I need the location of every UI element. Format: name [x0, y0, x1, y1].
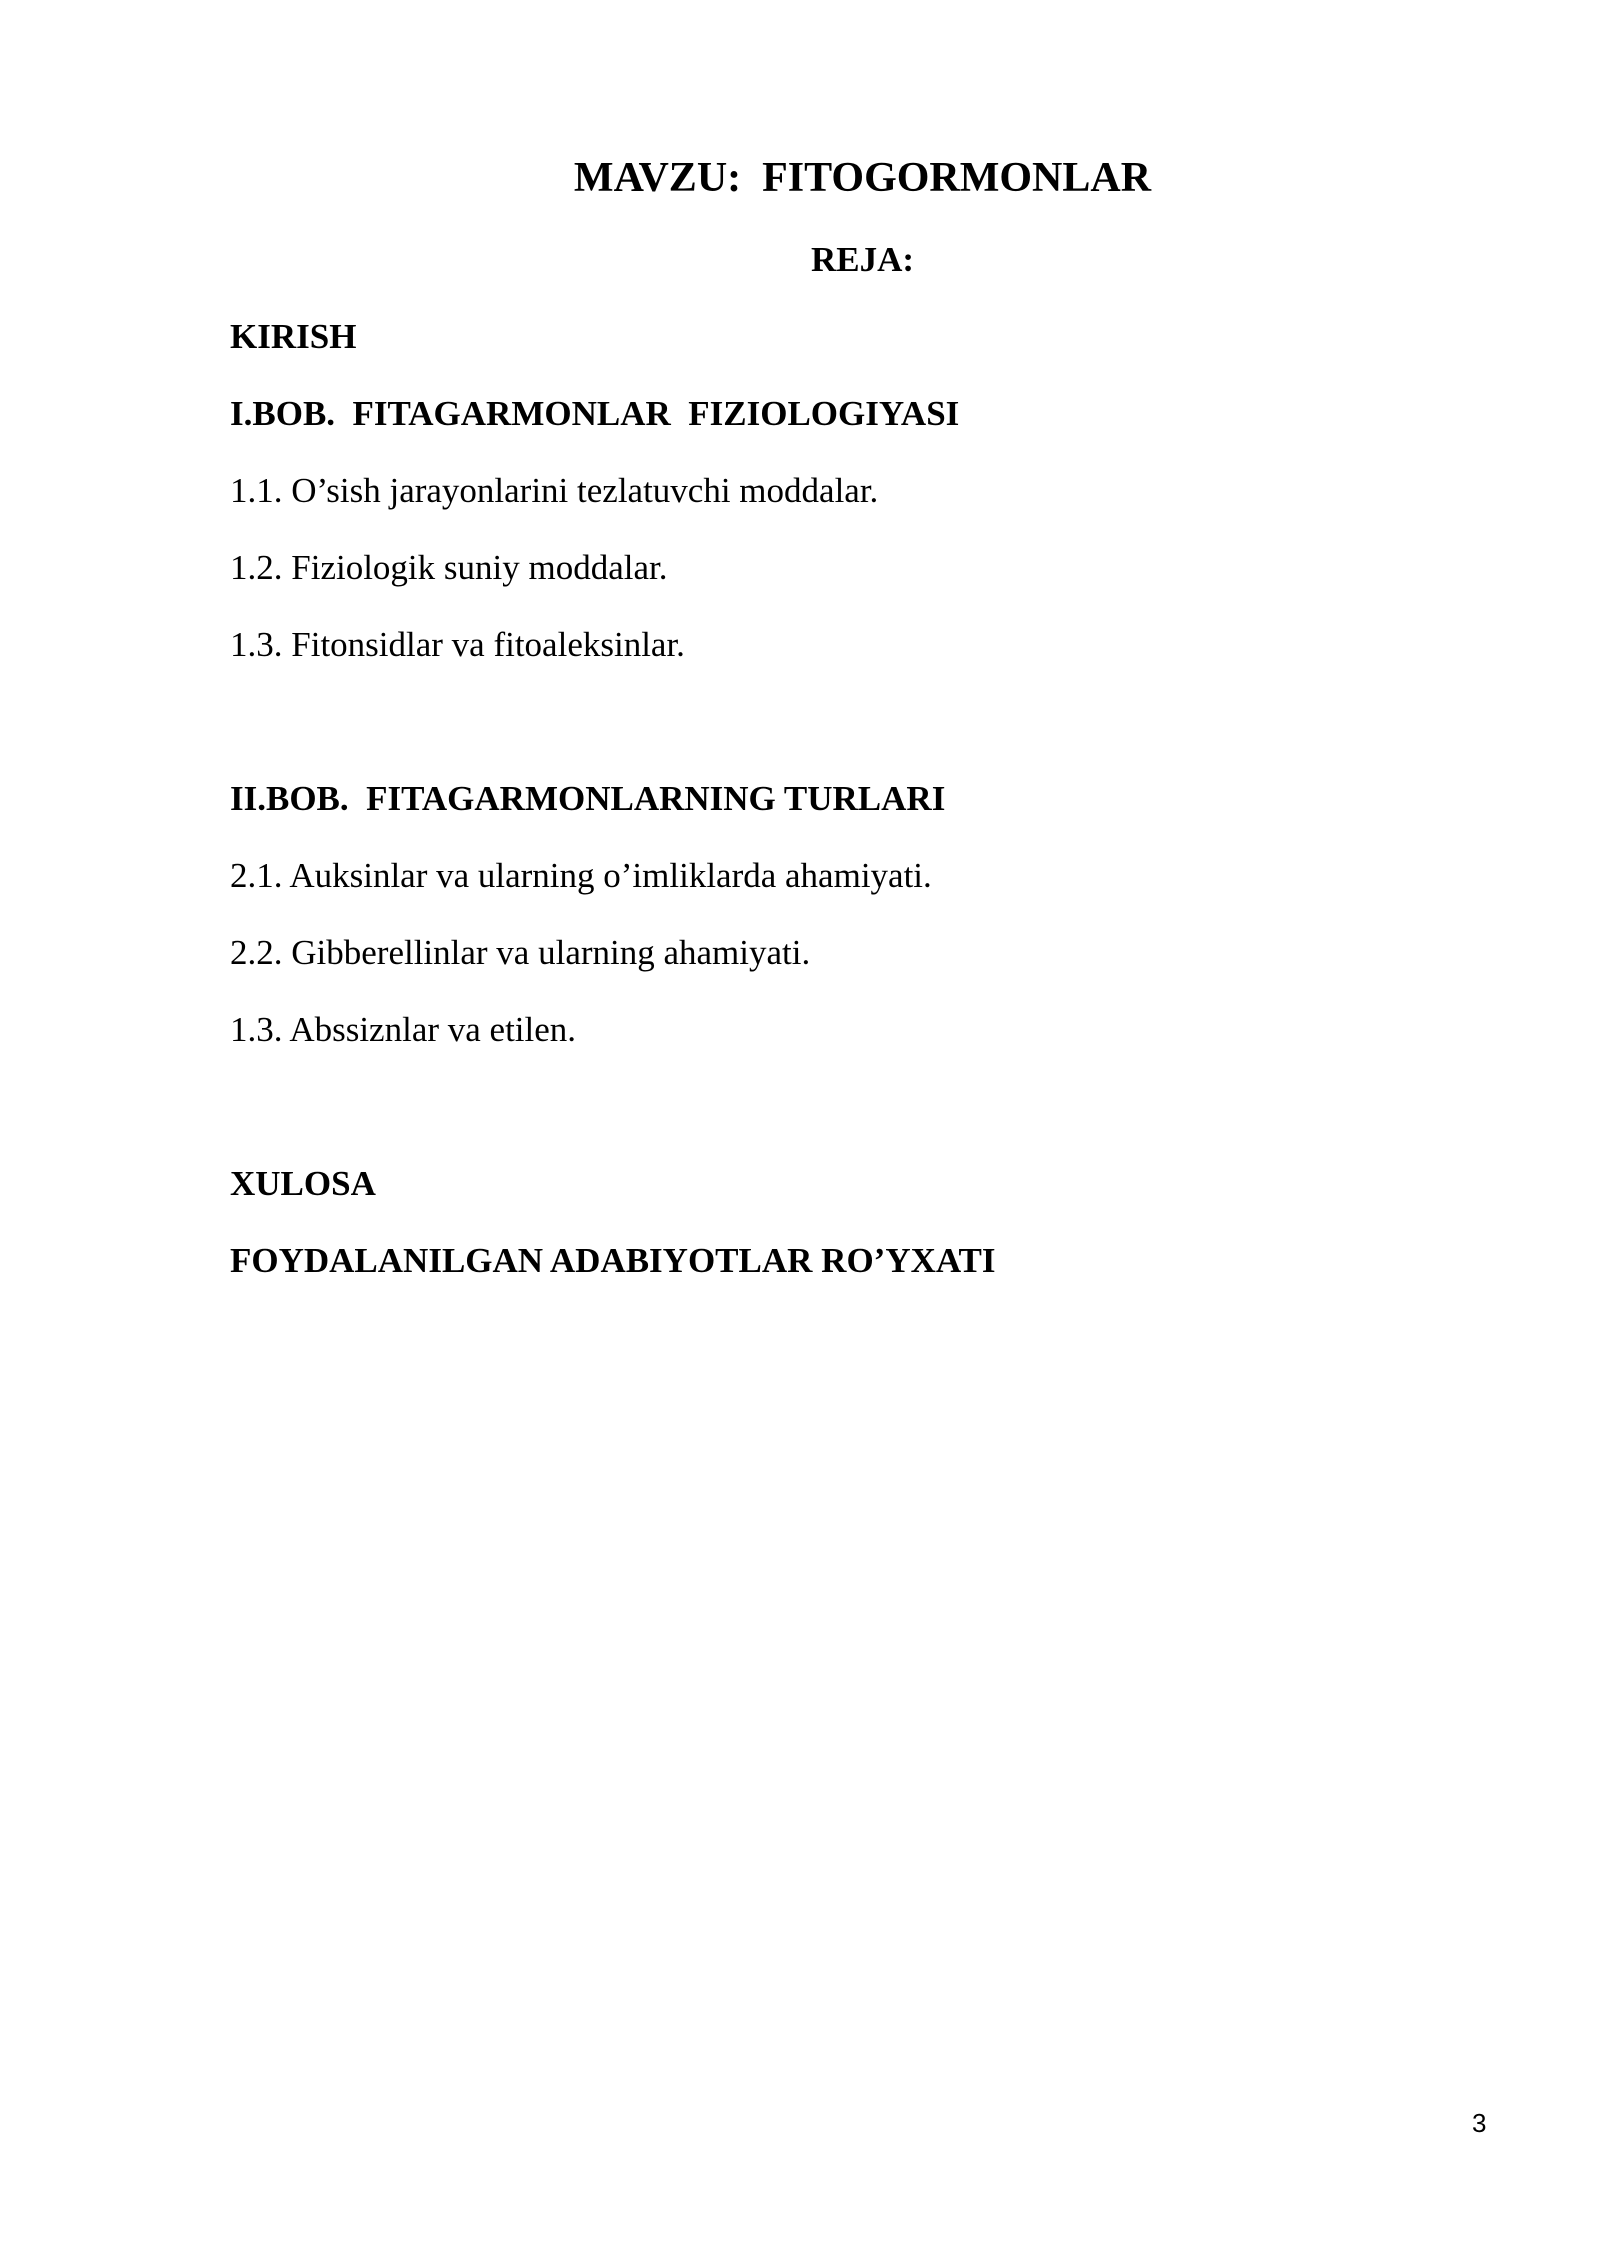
plan-heading: REJA: [810, 240, 915, 279]
page-number: 3 [1472, 2108, 1487, 2138]
references-heading: FOYDALANILGAN ADABIYOTLAR RO’YXATI [230, 1241, 996, 1280]
chapter2-item: 1.3. Abssiznlar va etilen. [230, 1010, 577, 1049]
page-title: MAVZU: FITOGORMONLAR [573, 155, 1152, 201]
intro-heading: KIRISH [230, 317, 357, 356]
chapter1-heading: I.BOB. FITAGARMONLAR FIZIOLOGIYASI [230, 394, 960, 433]
chapter1-item: 1.2. Fiziologik suniy moddalar. [230, 548, 668, 587]
chapter1-item: 1.1. O’sish jarayonlarini tezlatuvchi moddalar. [230, 471, 879, 510]
chapter2-item: 2.1. Auksinlar va ularning o’imliklarda ahamiyati. [230, 856, 932, 895]
chapter2-item: 2.2. Gibberellinlar va ularning ahamiyati. [230, 933, 811, 972]
chapter1-item: 1.3. Fitonsidlar va fitoaleksinlar. [230, 625, 685, 664]
chapter2-heading: II.BOB. FITAGARMONLARNING TURLARI [230, 779, 946, 818]
conclusion-heading: XULOSA [230, 1164, 376, 1203]
